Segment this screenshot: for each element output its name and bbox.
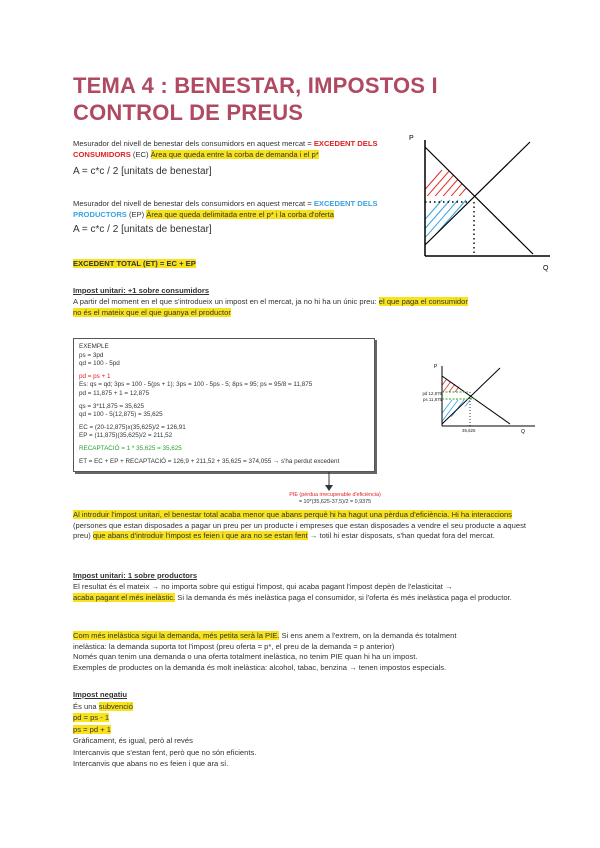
supply-line <box>425 142 530 245</box>
q-axis-label-2: Q <box>521 429 525 434</box>
unitari-productors-text: El resultat és el mateix → no importa sobre qui estigui l'impost, qui acaba pagant l'impost depèn de l'elasticitat → acaba pagant el més inelàstic. Si la demanda és més inelàstica paga el consumidor, si l'oferta és més inelàstica paga el productor. <box>73 582 512 602</box>
example-title: EXEMPLE <box>79 343 109 350</box>
ep-definition <box>73 199 403 220</box>
tax-graph-xlabel: 35,625 <box>462 428 476 433</box>
ec-formula: A = c*c / 2 [unitats de benestar] <box>73 166 212 177</box>
page-title: TEMA 4 : BENESTAR, IMPOSTOS I CONTROL DE PREUS <box>73 73 438 125</box>
ec-definition <box>73 139 403 160</box>
ep-abbr: (EP) <box>126 209 147 219</box>
inelastic-text: Com més inelàstica sigui la demanda, més petita serà la PIE. Si ens anem a l'extrem, on la demanda és totalment inelàstica: la demanda suporta tot l'impost (preu oferta = p*, el preu de la demanda = p anterior) Només quan tenim una demanda o una oferta totalment inelàstica, no tenim PIE quan hi ha un impost. Exemples de productes on la demanda és molt inelàstica: alcohol, tabac, benzina → tenen impostos especials. <box>73 631 457 672</box>
heading-impost-negatiu: Impost negatiu <box>73 690 128 699</box>
surplus-graph <box>405 130 555 275</box>
p-axis-label-2: P <box>434 364 438 370</box>
ep-formula: A = c*c / 2 [unitats de benestar] <box>73 224 212 235</box>
ep-def: Àrea que queda delimitada entre el p* i la corba d'oferta <box>146 209 334 219</box>
pie-paragraph: Al introduir l'impost unitari, el benestar total acaba menor que abans perquè hi ha hagut una pèrdua d'eficiència. Hi ha interaccions (persones que estan disposades a pagar un preu per un producte i empreses que estan disposades a vendre el seu producte a aquest preu) que abans d'introduir l'impost es feien i que ara no se estan fent → totil hi estar disposats, s'han quedat fora del mercat. <box>73 510 526 541</box>
heading-unitari-productors: Impost unitari: 1 sobre productors <box>73 571 198 580</box>
heading-unitari-consumidors: Impost unitari: +1 sobre consumidors <box>73 286 210 295</box>
tax-graph-ylabels: pd 12,875 ps 11,875 <box>422 391 442 402</box>
ep-term: EXCEDENT DELS PRODUCTORS <box>73 199 378 219</box>
ec-def: Àrea que queda entre la corba de demanda i el p* <box>150 149 319 159</box>
pie-note: PIE (pèrdua irrecuperable d'eficiència) = 10*(35,625-37,5)/2 = 0,9375 <box>289 492 381 505</box>
arrow-down-icon <box>322 472 336 492</box>
ep-pre: Mesurador del nivell de benestar dels consumidors en aquest mercat = <box>73 199 314 208</box>
ec-term: EXCEDENT DELS CONSUMIDORS <box>73 139 378 159</box>
p-axis-label: P <box>409 135 414 142</box>
ec-abbr: (EC) <box>130 149 151 159</box>
unitari-consumidors-text: A partir del moment en el que s'introdueix un impost en el mercat, ja no hi ha un únic preu: el que paga el consumidor no és el mateix que el que guanya el productor <box>73 297 468 317</box>
producer-surplus-hatch <box>407 200 482 240</box>
ec-pre: Mesurador del nivell de benestar dels consumidors en aquest mercat = <box>73 139 314 148</box>
total-surplus: EXCEDENT TOTAL (ET) = EC + EP <box>73 259 196 268</box>
example-box: EXEMPLE ps = 3pd qd = 100 - 5pd pd = ps + 1 Es: qs = qd; 3ps = 100 - 5(ps + 1); 3ps = 100 - 5ps - 5; 8ps = 95; ps = 95/8 = 11,875 pd = 11,875 + 1 = 12,875 qs = 3*11,875 = 35,625 qd = 100 - 5(12,875) = 35,625 EC = (20-12,875)x(35,625)/2 = 126,91 EP = (11,875)(35,625)/2 = 211,52 RECAPTACIÓ = 1 * 35,625 = 35,625 ET = EC + EP + RECAPTACIÓ = 126,9 + 211,52 + 35,625 = 374,055 → s'ha perdut excedent <box>73 338 375 472</box>
consumer-surplus-hatch <box>407 170 482 210</box>
negatiu-text: És una subvenció pd = ps - 1 ps = pd + 1 Gràficament, és igual, però al revés Intercanvis que s'estan fent, però que no són eficients. Intercanvis que abans no es feien i que ara sí. <box>73 702 257 769</box>
q-axis-label: Q <box>543 265 549 272</box>
